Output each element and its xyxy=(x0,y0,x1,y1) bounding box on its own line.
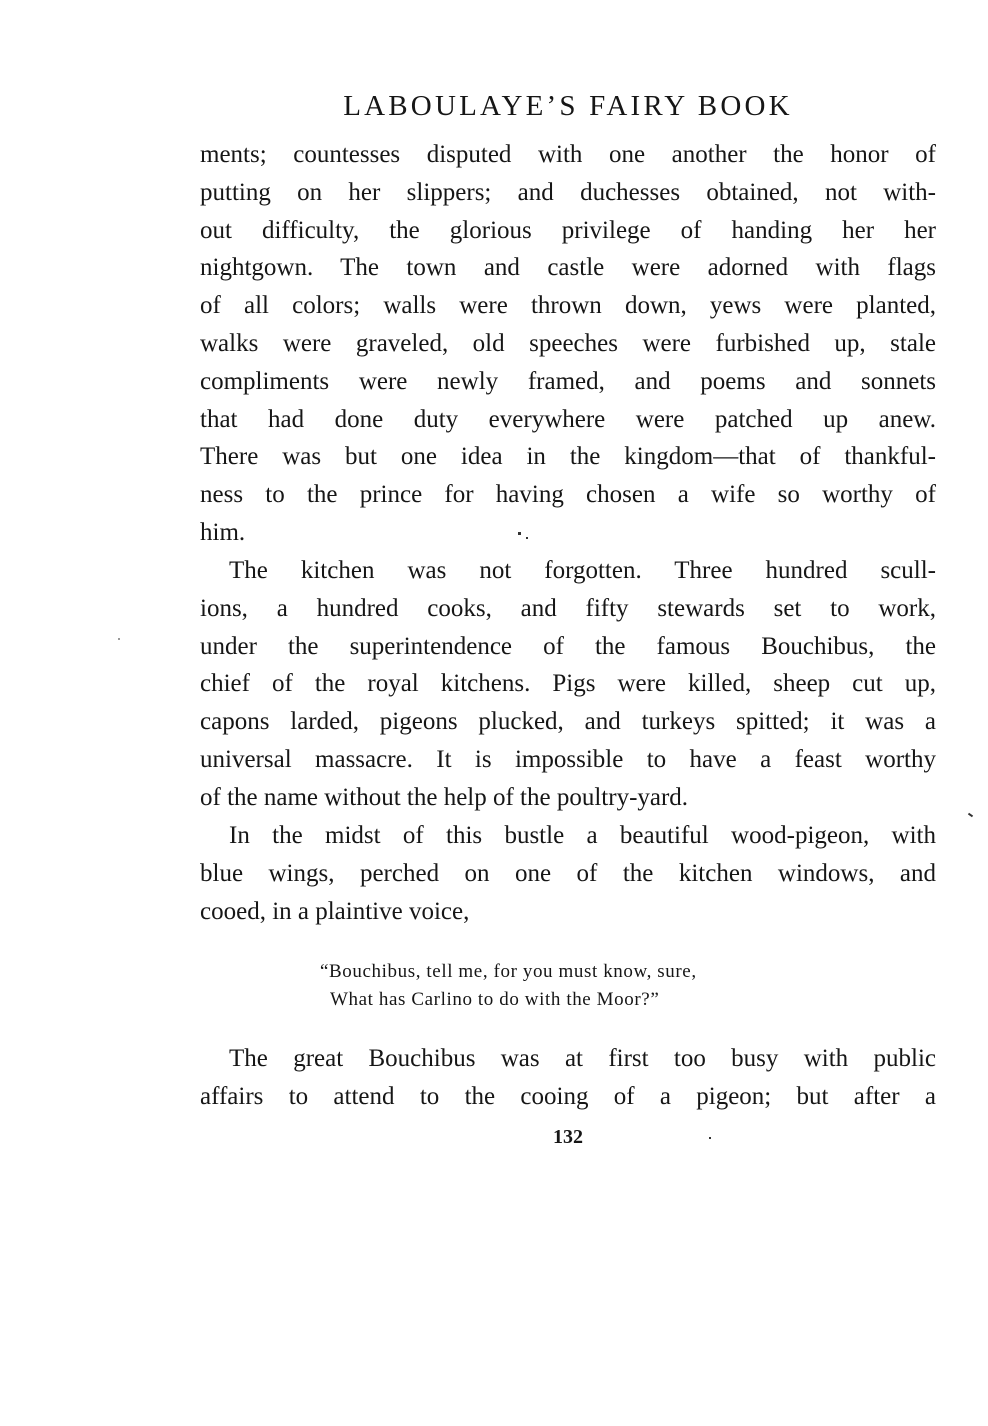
scan-speck xyxy=(709,1137,711,1139)
text-line: of all colors; walls were thrown down, yews were planted, xyxy=(200,292,936,320)
text-line: putting on her slippers; and duchesses obtained, not with- xyxy=(200,178,936,206)
scan-speck xyxy=(518,532,521,535)
text-line: walks were graveled, old speeches were furbished up, stale xyxy=(200,329,936,357)
scan-speck xyxy=(118,638,120,640)
text-line: universal massacre. It is impossible to have a feast worthy xyxy=(200,745,936,773)
scan-speck xyxy=(968,813,973,818)
text-line: In the midst of this bustle a beautiful wood-pigeon, with xyxy=(229,822,936,849)
text-line: that had done duty everywhere were patched up anew. xyxy=(200,405,936,433)
text-line: cooed, in a plaintive voice, xyxy=(200,897,470,925)
text-line: There was but one idea in the kingdom—that of thankful- xyxy=(200,443,936,471)
text-line: ments; countesses disputed with one another the honor of xyxy=(200,141,936,168)
text-line: nightgown. The town and castle were adorned with flags xyxy=(200,254,936,282)
text-line: blue wings, perched on one of the kitchen windows, and xyxy=(200,859,936,887)
paragraph-wedding-preparations xyxy=(200,136,936,552)
paragraph-wood-pigeon xyxy=(200,817,936,930)
text-line: out difficulty, the glorious privilege of handing her her xyxy=(200,216,936,244)
verse-line: “Bouchibus, tell me, for you must know, sure, xyxy=(320,961,697,982)
text-line: of the name without the help of the poultry-yard. xyxy=(200,783,689,811)
text-line: The kitchen was not forgotten. Three hundred scull- xyxy=(229,557,936,584)
paragraph-bouchibus xyxy=(200,1040,936,1116)
text-line: him. xyxy=(200,518,246,546)
verse-line: What has Carlino to do with the Moor?” xyxy=(330,989,660,1010)
text-line: affairs to attend to the cooing of a pigeon; but after a xyxy=(200,1082,936,1110)
text-line: ions, a hundred cooks, and fifty stewards set to work, xyxy=(200,594,936,622)
paragraph-kitchen xyxy=(200,552,936,817)
text-line: The great Bouchibus was at first too busy with public xyxy=(229,1045,936,1072)
text-line: under the superintendence of the famous Bouchibus, the xyxy=(200,632,936,660)
text-line: chief of the royal kitchens. Pigs were killed, sheep cut up, xyxy=(200,670,936,698)
page-number: 132 xyxy=(553,1126,583,1148)
text-line: capons larded, pigeons plucked, and turkeys spitted; it was a xyxy=(200,708,936,736)
running-header: LABOULAYE’S FAIRY BOOK xyxy=(343,90,793,122)
verse-quotation xyxy=(320,958,697,1014)
scan-speck xyxy=(526,537,528,539)
text-line: compliments were newly framed, and poems and sonnets xyxy=(200,367,936,395)
text-line: ness to the prince for having chosen a wife so worthy of xyxy=(200,481,936,509)
